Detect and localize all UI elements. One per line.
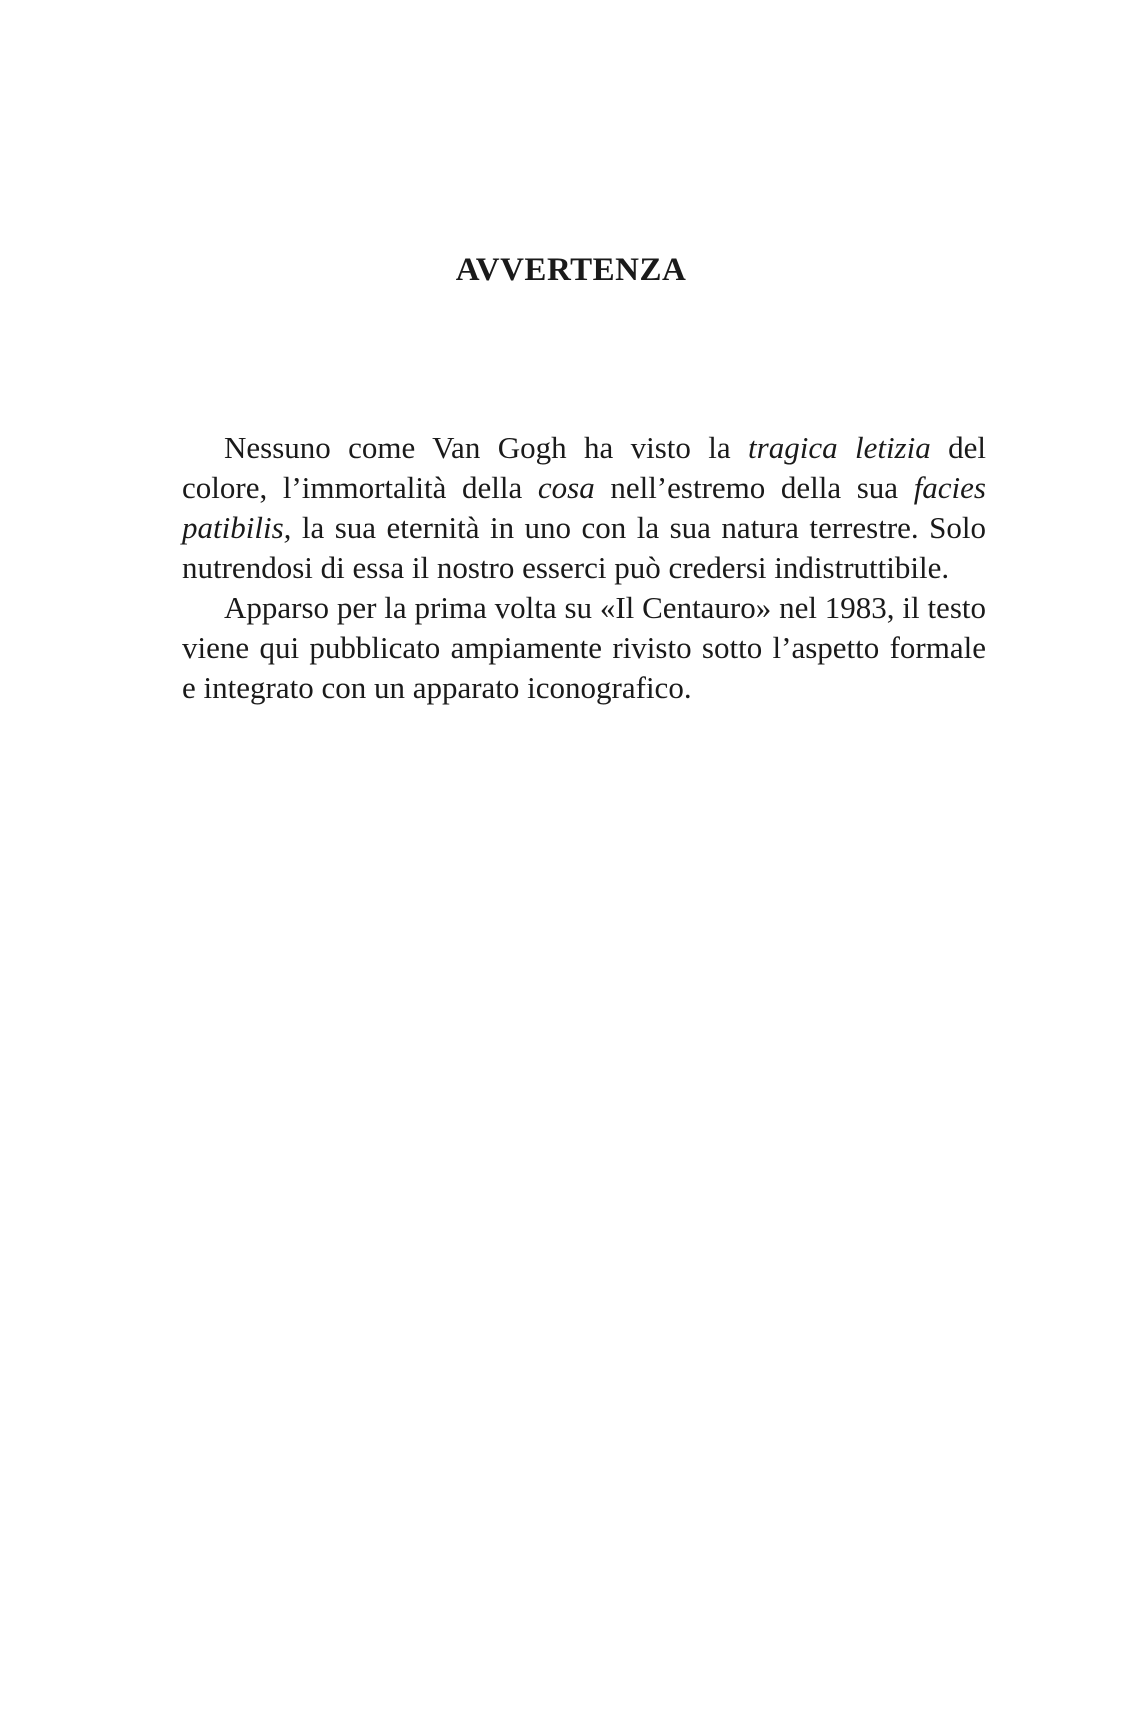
paragraph-1-text: la sua eternità in uno con la sua natura terrestre. Solo nutrendosi di essa il nostro esserci può credersi indistruttibile.: [182, 510, 986, 585]
page-title: AVVERTENZA: [455, 252, 687, 289]
italic-phrase: facies patibilis,: [182, 470, 986, 545]
italic-phrase: cosa: [537, 470, 595, 505]
paragraph-1: [182, 428, 986, 588]
italic-phrase: tragica letizia: [748, 430, 931, 465]
paragraph-2: Apparso per la prima volta su «Il Centauro» nel 1983, il testo viene qui pubblicato ampiamente rivisto sotto l’aspetto formale e integrato con un apparato iconografico.: [182, 590, 986, 705]
paragraph-1-text: Nessuno come Van Gogh ha visto la: [224, 430, 749, 465]
body-text: [182, 428, 986, 708]
paragraph-1-text: del colore, l’immortalità della: [182, 430, 987, 505]
paragraph-1-text: nell’estremo della sua: [594, 470, 914, 505]
